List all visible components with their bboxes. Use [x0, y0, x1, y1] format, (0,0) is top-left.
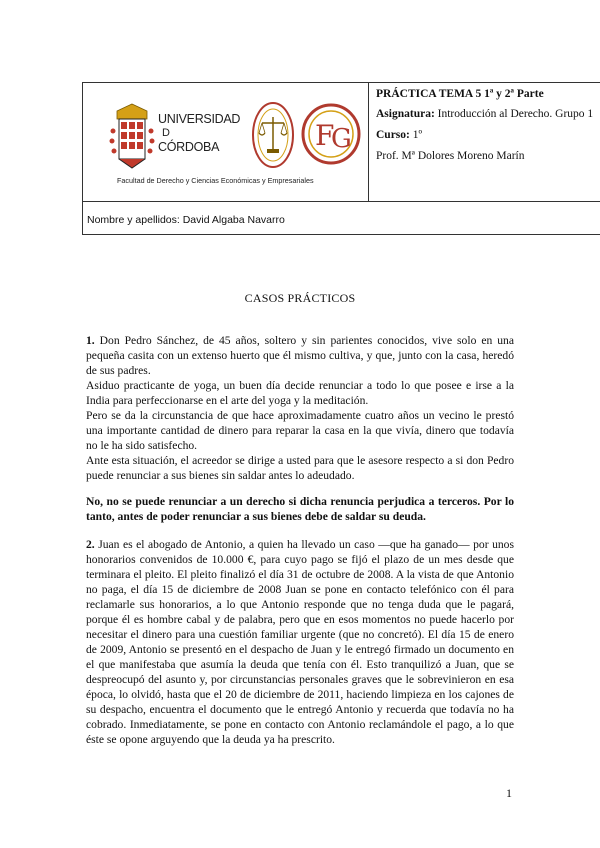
university-name-line1: UNIVERSIDAD: [158, 112, 241, 126]
faculty-name: Facultad de Derecho y Ciencias Económicas y Empresariales: [117, 176, 314, 185]
justice-scales-seal-icon: [251, 101, 295, 169]
student-name-row: [83, 201, 600, 235]
case-1-number: 1.: [86, 334, 95, 347]
svg-text:G: G: [331, 124, 352, 154]
case-2-text: Juan es el abogado de Antonio, a quien ha llevado un caso —que ha ganado— por unos honorarios convenidos de 10.000 €, para cuyo pago se fijó el plazo de un mes desde que terminara el pleito. El pleito finalizó el día 31 de octubre de 2008. A la vista de que Antonio no paga, el día 15 de diciembre de 2008 Juan se pone en contacto telefónico con él para reclamarle sus honorarios, a lo que Antonio responde que no tenga duda que le pagará, porque él es hombre cabal y de palabra, pero que en esos momentos no puede hacerlo por necesitar el dinero para una cuestión familiar urgente (que no concretó). El día 15 de enero de 2009, Antonio se presentó en el despacho de Juan y le entregó firmado un documento en el que manifestaba que asumía la deuda que tenía con él. Esto tranquilizó a Juan, que se despreocupó del asunto y, por circunstancias personales graves que le sobrevinieron en esa época, lo olvidó, hasta que el 20 de diciembre de 2011, haciendo limpieza en los cajones de su despacho, encuentra el documento que le entregó Antonio y recuerda que todavía no ha cobrado. Inmediatamente, se pone en contacto con Antonio reclamándole el pago, a lo que éste se opone arguyendo que la deuda ya ha prescrito.: [86, 538, 514, 746]
course-value: 1º: [412, 129, 423, 141]
university-name-line2: D: [162, 127, 170, 139]
case-2-number: 2.: [86, 538, 95, 551]
case-1-answer: No, no se puede renunciar a un derecho si dicha renuncia perjudica a terceros. Por lo tanto, antes de poder renunciar a sus bienes debe de saldar su deuda.: [86, 495, 514, 523]
student-name: Nombre y apellidos: David Algaba Navarro: [87, 214, 285, 226]
svg-text:F: F: [315, 119, 335, 152]
practice-title: PRÁCTICA TEMA 5 1ª y 2ª Parte: [376, 88, 544, 100]
professor-line: Prof. Mª Dolores Moreno Marín: [376, 150, 525, 162]
case-1-paragraph-3: Pero se da la circunstancia de que hace aproximadamente cuatro años un vecino le prestó una importante cantidad de dinero para reparar la casa en la que vivía, dinero que todavía no le ha sido satisfecho.: [86, 409, 514, 452]
case-1-paragraph-1: [86, 333, 514, 378]
logo-cell: [83, 83, 369, 201]
header-table: [82, 82, 600, 235]
faculty-seal-icon: [301, 103, 361, 165]
course-line: [376, 129, 422, 141]
university-name: [158, 112, 240, 154]
case-1: [86, 333, 514, 483]
page-number: 1: [506, 786, 512, 800]
case-2: [86, 537, 514, 747]
case-1-paragraph-4: Ante esta situación, el acreedor se dirige a usted para que le asesore respecto a si don Pedro puede renunciar a sus bienes sin saldar antes lo adeudado.: [86, 454, 514, 482]
university-crest-icon: [107, 101, 157, 171]
subject-label: Asignatura:: [376, 108, 435, 120]
case-1-text-1: Don Pedro Sánchez, de 45 años, soltero y sin parientes conocidos, vive solo en una pequeña casita con un extenso huerto que él mismo cultiva, y que, junto con la casa, heredó de sus padres.: [86, 334, 514, 377]
subject-line: [376, 108, 593, 120]
university-name-line3: CÓRDOBA: [158, 140, 220, 154]
practice-info-cell: [370, 83, 600, 201]
page-title: CASOS PRÁCTICOS: [244, 291, 356, 305]
subject-value: Introducción al Derecho. Grupo 1: [437, 108, 594, 120]
course-label: Curso:: [376, 129, 410, 141]
case-2-paragraph: [86, 537, 514, 747]
case-1-paragraph-2: Asiduo practicante de yoga, un buen día decide renunciar a todo lo que posee e irse a la India para perfeccionarse en el arte del yoga y la meditación.: [86, 379, 514, 407]
